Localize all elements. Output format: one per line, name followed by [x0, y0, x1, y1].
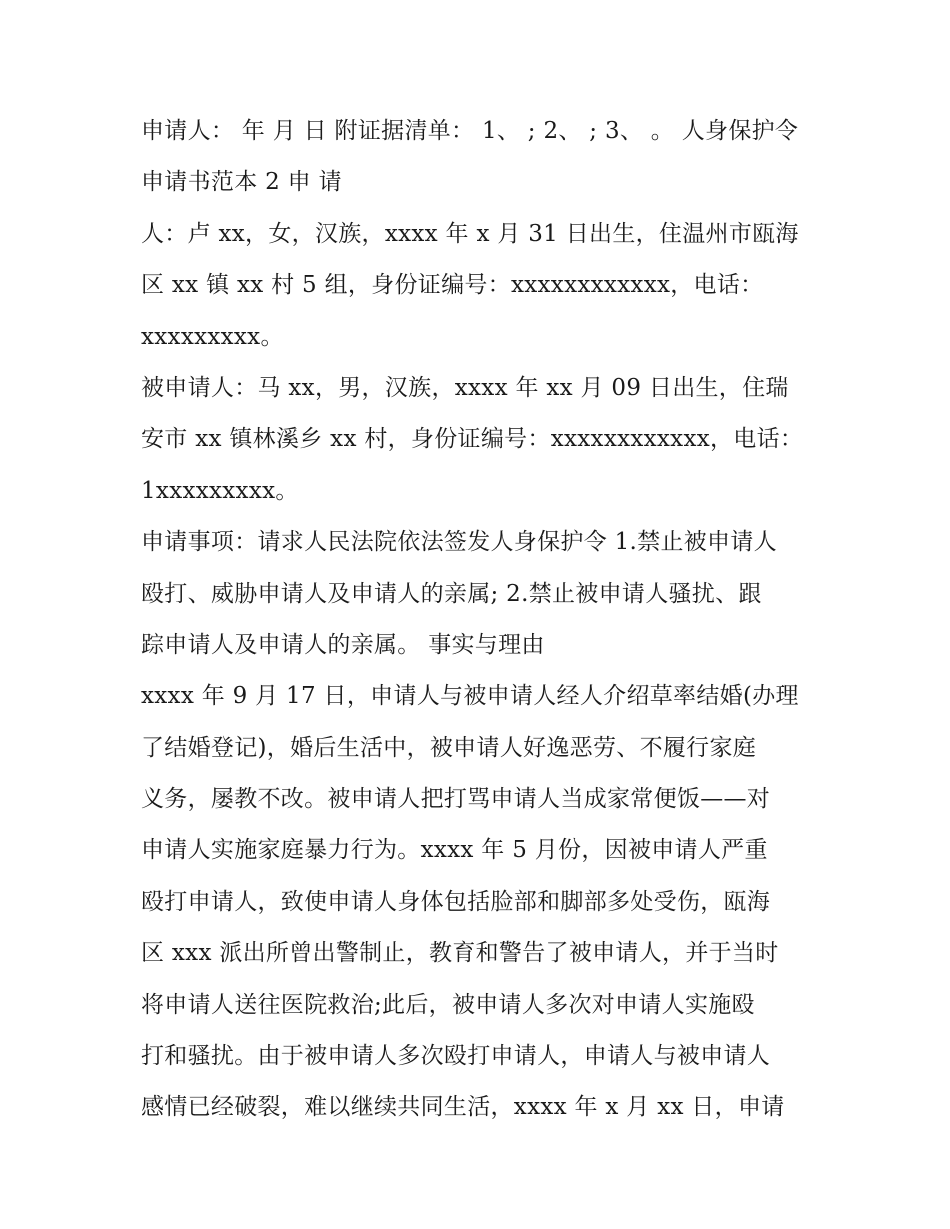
- text-line: 义务，屡教不改。被申请人把打骂申请人当成家常便饭——对: [141, 786, 771, 813]
- text-line: 申请人实施家庭暴力行为。xxxx 年 5 月份，因被申请人严重: [141, 837, 768, 864]
- text-line: 区 xxx 派出所曾出警制止，教育和警告了被申请人，并于当时: [141, 940, 779, 967]
- text-line: xxxx 年 9 月 17 日，申请人与被申请人经人介绍草率结婚(办理: [141, 683, 799, 710]
- text-line: 1xxxxxxxxx。: [141, 477, 299, 504]
- text-line: 打和骚扰。由于被申请人多次殴打申请人，申请人与被申请人: [141, 1043, 771, 1070]
- text-line: xxxxxxxxx。: [141, 323, 284, 350]
- text-line: 人：卢 xx，女，汉族，xxxx 年 x 月 31 日出生，住温州市瓯海: [141, 220, 799, 247]
- text-line: 殴打、威胁申请人及申请人的亲属; 2.禁止被申请人骚扰、跟: [141, 580, 762, 607]
- text-line: 区 xx 镇 xx 村 5 组，身份证编号：xxxxxxxxxxxx，电话：: [141, 272, 764, 299]
- text-line: 申请人： 年 月 日 附证据清单： 1、 ; 2、 ; 3、 。 人身保护令: [141, 118, 799, 144]
- text-line: 殴打申请人，致使申请人身体包括脸部和脚部多处受伤，瓯海: [141, 888, 771, 915]
- text-line: 了结婚登记)，婚后生活中，被申请人好逸恶劳、不履行家庭: [141, 734, 757, 761]
- document-body: [141, 106, 821, 1134]
- text-line: 申请书范本 2 申 请: [141, 169, 342, 196]
- text-line: 安市 xx 镇林溪乡 xx 村，身份证编号：xxxxxxxxxxxx，电话：: [141, 426, 804, 453]
- text-line: 踪申请人及申请人的亲属。 事实与理由: [141, 631, 545, 658]
- text-line: 将申请人送往医院救治;此后，被申请人多次对申请人实施殴: [141, 991, 755, 1018]
- text-line: 被申请人：马 xx，男，汉族，xxxx 年 xx 月 09 日出生，住瑞: [141, 374, 789, 401]
- text-line: 申请事项：请求人民法院依法签发人身保护令 1.禁止被申请人: [141, 529, 777, 556]
- text-line: 感情已经破裂，难以继续共同生活，xxxx 年 x 月 xx 日，申请: [141, 1094, 785, 1121]
